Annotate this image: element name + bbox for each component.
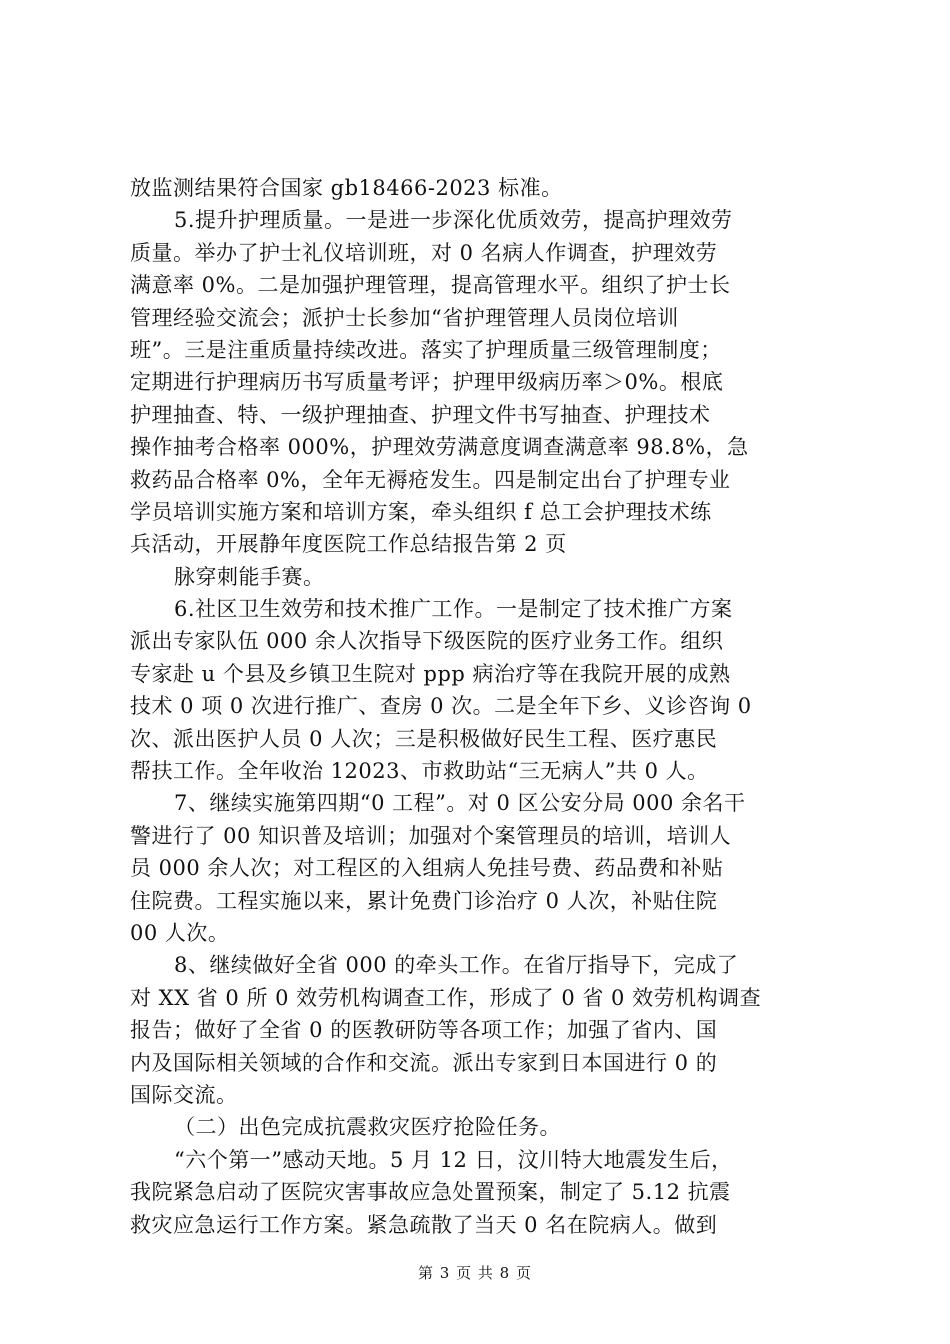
text-line: 对 XX 省 0 所 0 效劳机构调查工作，形成了 0 省 0 效劳机构调查 [130,985,762,1010]
text-line: 班”。三是注重质量持续改进。落实了护理质量三级管理制度； [130,337,722,362]
text-line: 员 000 余人次；对工程区的入组病人免挂号费、药品费和补贴 [130,856,724,881]
text-line: 专家赴 u 个县及乡镇卫生院对 ppp 病治疗等在我院开展的成熟 [130,661,731,686]
text-line: 我院紧急启动了医院灾害事故应急处置预案，制定了 5.12 抗震 [130,1180,731,1205]
text-line: 内及国际相关领域的合作和交流。派出专家到日本国进行 0 的 [130,1050,718,1075]
text-line: 定期进行护理病历书写质量考评；护理甲级病历率＞0%。根底 [130,370,724,395]
text-line: 护理抽查、特、一级护理抽查、护理文件书写抽查、护理技术 [130,402,711,427]
text-line: 救药品合格率 0%，全年无褥疮发生。四是制定出台了护理专业 [130,467,731,492]
text-line: 8、继续做好全省 000 的牵头工作。在省厅指导下，完成了 [174,953,739,978]
text-line: 住院费。工程实施以来，累计免费门诊治疗 0 人次，补贴住院 [130,888,718,913]
page-footer: 第 3 页 共 8 页 [418,1264,532,1282]
text-line: 次、派出医护人员 0 人次；三是积极做好民生工程、医疗惠民 [130,726,718,751]
text-line: 警进行了 00 知识普及培训；加强对个案管理员的培训，培训人 [130,823,732,848]
text-line: 报告；做好了全省 0 的医教研防等各项工作；加强了省内、国 [130,1018,718,1043]
text-line: 满意率 0%。二是加强护理管理，提高管理水平。组织了护士长 [130,273,731,298]
document-body [130,172,850,1241]
text-line: 放监测结果符合国家 gb18466-2023 标准。 [130,176,563,200]
text-line: 救灾应急运行工作方案。紧急疏散了当天 0 名在院病人。做到 [130,1212,718,1237]
text-line: 帮扶工作。全年收治 12023、市救助站“三无病人”共 0 人。 [130,759,709,784]
text-line: 派出专家队伍 000 余人次指导下级医院的医疗业务工作。组织 [130,629,724,654]
text-line: 操作抽考合格率 000%，护理效劳满意度调查满意率 98.8%，急 [130,435,749,460]
text-line: “六个第一”感动天地。5 月 12 日，汶川特大地震发生后， [174,1147,733,1172]
text-line: 兵活动，开展静年度医院工作总结报告第 2 页 [130,532,567,557]
text-line: 技术 0 项 0 次进行推广、查房 0 次。二是全年下乡、义诊咨询 0 [130,694,752,719]
text-line: 00 人次。 [130,920,230,945]
text-line: 6.社区卫生效劳和技术推广工作。一是制定了技术推广方案 [174,597,733,622]
text-line: （二）出色完成抗震救灾医疗抢险任务。 [174,1115,561,1140]
text-line: 质量。举办了护士礼仪培训班，对 0 名病人作调查，护理效劳 [130,240,718,265]
text-line: 管理经验交流会；派护士长参加“省护理管理人员岗位培训 [130,305,679,330]
text-line: 5.提升护理质量。一是进一步深化优质效劳，提高护理效劳 [174,208,733,233]
text-line: 7、继续实施第四期“0 工程”。对 0 区公安分局 000 余名干 [174,791,746,816]
text-line: 学员培训实施方案和培训方案，牵头组织 f 总工会护理技术练 [130,499,712,524]
text-line: 脉穿刺能手赛。 [174,564,325,589]
text-line: 国际交流。 [130,1082,238,1107]
